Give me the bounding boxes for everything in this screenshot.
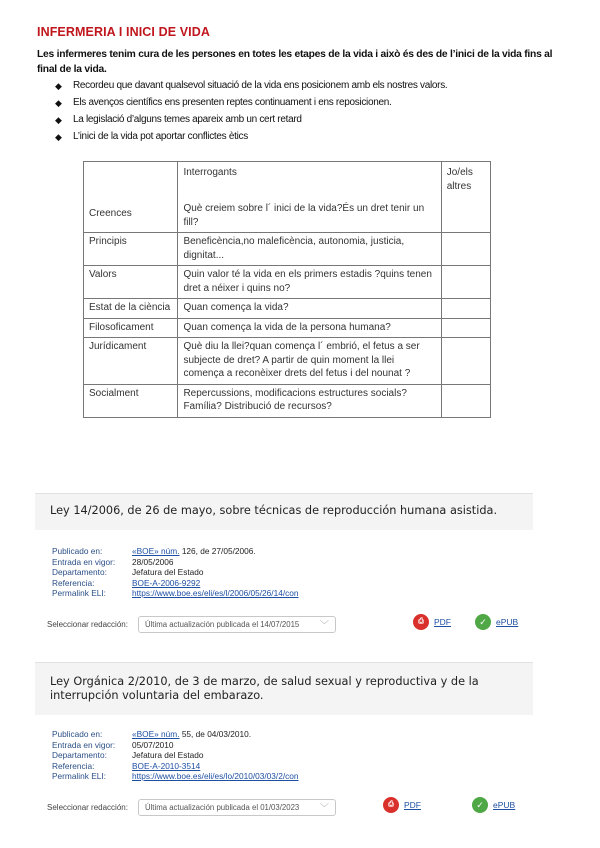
chevron-down-icon: ﹀ <box>319 803 329 813</box>
row-text: Quan comença la vida? <box>178 299 441 319</box>
table-row <box>84 233 491 266</box>
permalink-link[interactable]: https://www.boe.es/eli/es/l/2006/05/26/14/con <box>132 588 299 598</box>
table-row <box>84 162 491 233</box>
row-label: Estat de la ciència <box>84 299 178 319</box>
version-select[interactable]: Última actualización publicada el 01/03/2023 ﹀ <box>138 799 336 816</box>
epub-download[interactable]: ✓ ePUB <box>472 797 515 813</box>
list-item: ◆ La legislació d’alguns temes apareix amb un cert retard <box>55 114 302 125</box>
version-select[interactable]: Última actualización publicada el 14/07/2015 ﹀ <box>138 616 336 633</box>
epub-icon: ✓ <box>472 797 488 813</box>
row-text: Quin valor té la vida en els primers estadis ?quins tenen dret a néixer i quins no? <box>178 266 441 299</box>
law-metadata: Publicado en: «BOE» núm. 55, de 04/03/2010. Entrada en vigor: 05/07/2010 Departamento: Jefatura del Estado Referencia: BOE-A-2010-3514 Permalink ELI: https://www.boe.es/eli/es/lo/2010/03/03/2/con <box>52 729 299 781</box>
list-item: ◆ Recordeu que davant qualsevol situació de la vida ens posicionem amb els nostres valors. <box>55 80 448 91</box>
reference-link[interactable]: BOE-A-2010-3514 <box>132 760 201 771</box>
diamond-bullet-icon: ◆ <box>55 132 62 142</box>
row-text: Què diu la llei?quan comença l´ embrió, el fetus a ser subjecte de dret? A partir de quin moment la llei comença a reconèixer drets del fetus i del nounat ? <box>178 338 441 385</box>
table-row <box>84 318 491 338</box>
boe-link[interactable]: «BOE» núm. <box>132 729 180 739</box>
list-item: ◆ Els avenços científics ens presenten reptes continuament i ens reposicionen. <box>55 97 392 108</box>
row-label: Socialment <box>84 384 178 417</box>
law-title: Ley Orgánica 2/2010, de 3 de marzo, de salud sexual y reproductiva y de la interrupción voluntaria del embarazo. <box>35 663 533 716</box>
law-metadata: Publicado en: «BOE» núm. 126, de 27/05/2006. Entrada en vigor: 28/05/2006 Departamento: Jefatura del Estado Referencia: BOE-A-2006-9292 Permalink ELI: https://www.boe.es/eli/es/l/2006/05/26/14/con <box>52 546 299 598</box>
table-row <box>84 266 491 299</box>
row-label: Valors <box>84 266 178 299</box>
table-row <box>84 299 491 319</box>
ethics-table <box>83 161 491 418</box>
page-title: INFERMERIA I INICI DE VIDA <box>37 25 210 39</box>
row-text: Quan comença la vida de la persona humana? <box>178 318 441 338</box>
pdf-icon: ⎙ <box>413 614 429 630</box>
column-header: Jo/els altres <box>441 162 490 233</box>
reference-link[interactable]: BOE-A-2006-9292 <box>132 577 201 588</box>
column-header: Interrogants <box>183 167 237 178</box>
chevron-down-icon: ﹀ <box>319 620 329 630</box>
row-text: Repercussions, modificacions estructures socials? Família? Distribució de recursos? <box>178 384 441 417</box>
diamond-bullet-icon: ◆ <box>55 115 62 125</box>
table-row <box>84 384 491 417</box>
pdf-icon: ⎙ <box>383 797 399 813</box>
boe-link[interactable]: «BOE» núm. <box>132 546 180 556</box>
diamond-bullet-icon: ◆ <box>55 81 62 91</box>
pdf-download[interactable]: ⎙ PDF <box>383 797 421 813</box>
diamond-bullet-icon: ◆ <box>55 98 62 108</box>
table-row <box>84 338 491 385</box>
row-text: Beneficència,no maleficència, autonomia, justicia, dignitat... <box>178 233 441 266</box>
intro-paragraph: Les infermeres tenim cura de les persones en totes les etapes de la vida i això és des de l’inici de la vida fins al final de la vida. <box>37 49 553 75</box>
row-label: Jurídicament <box>84 338 178 385</box>
epub-download[interactable]: ✓ ePUB <box>475 614 518 630</box>
row-label: Creences <box>89 207 132 219</box>
bullet-list <box>55 80 447 148</box>
pdf-download[interactable]: ⎙ PDF <box>413 614 451 630</box>
row-label: Filosoficament <box>84 318 178 338</box>
law-card: Ley Orgánica 2/2010, de 3 de marzo, de salud sexual y reproductiva y de la interrupción voluntaria del embarazo. Publicado en: «BOE» núm. 55, de 04/03/2010. Entrada en vigor: 05/07/2010 Departamento: Jefatura del Estado Referencia: BOE-A-2010-3514 Permalink ELI: https://www.boe.es/eli/es/lo/2010/03/03/2/con Seleccionar redacción: Última actualización publicada el 01/03/2023 ﹀ ⎙ PDF ✓ ePUB <box>35 662 533 823</box>
row-text: Què creiem sobre l´ inici de la vida?És un dret tenir un fill? <box>183 203 425 228</box>
list-item: ◆ L’inici de la vida pot aportar conflictes ètics <box>55 131 248 142</box>
row-label: Principis <box>84 233 178 266</box>
law-title: Ley 14/2006, de 26 de mayo, sobre técnicas de reproducción humana asistida. <box>35 494 533 531</box>
law-card: Ley 14/2006, de 26 de mayo, sobre técnicas de reproducción humana asistida. Publicado en: «BOE» núm. 126, de 27/05/2006. Entrada en vigor: 28/05/2006 Departamento: Jefatura del Estado Referencia: BOE-A-2006-9292 Permalink ELI: https://www.boe.es/eli/es/l/2006/05/26/14/con Seleccionar redacción: Última actualización publicada el 14/07/2015 ﹀ ⎙ PDF ✓ ePUB <box>35 493 533 642</box>
permalink-link[interactable]: https://www.boe.es/eli/es/lo/2010/03/03/2/con <box>132 771 299 781</box>
epub-icon: ✓ <box>475 614 491 630</box>
